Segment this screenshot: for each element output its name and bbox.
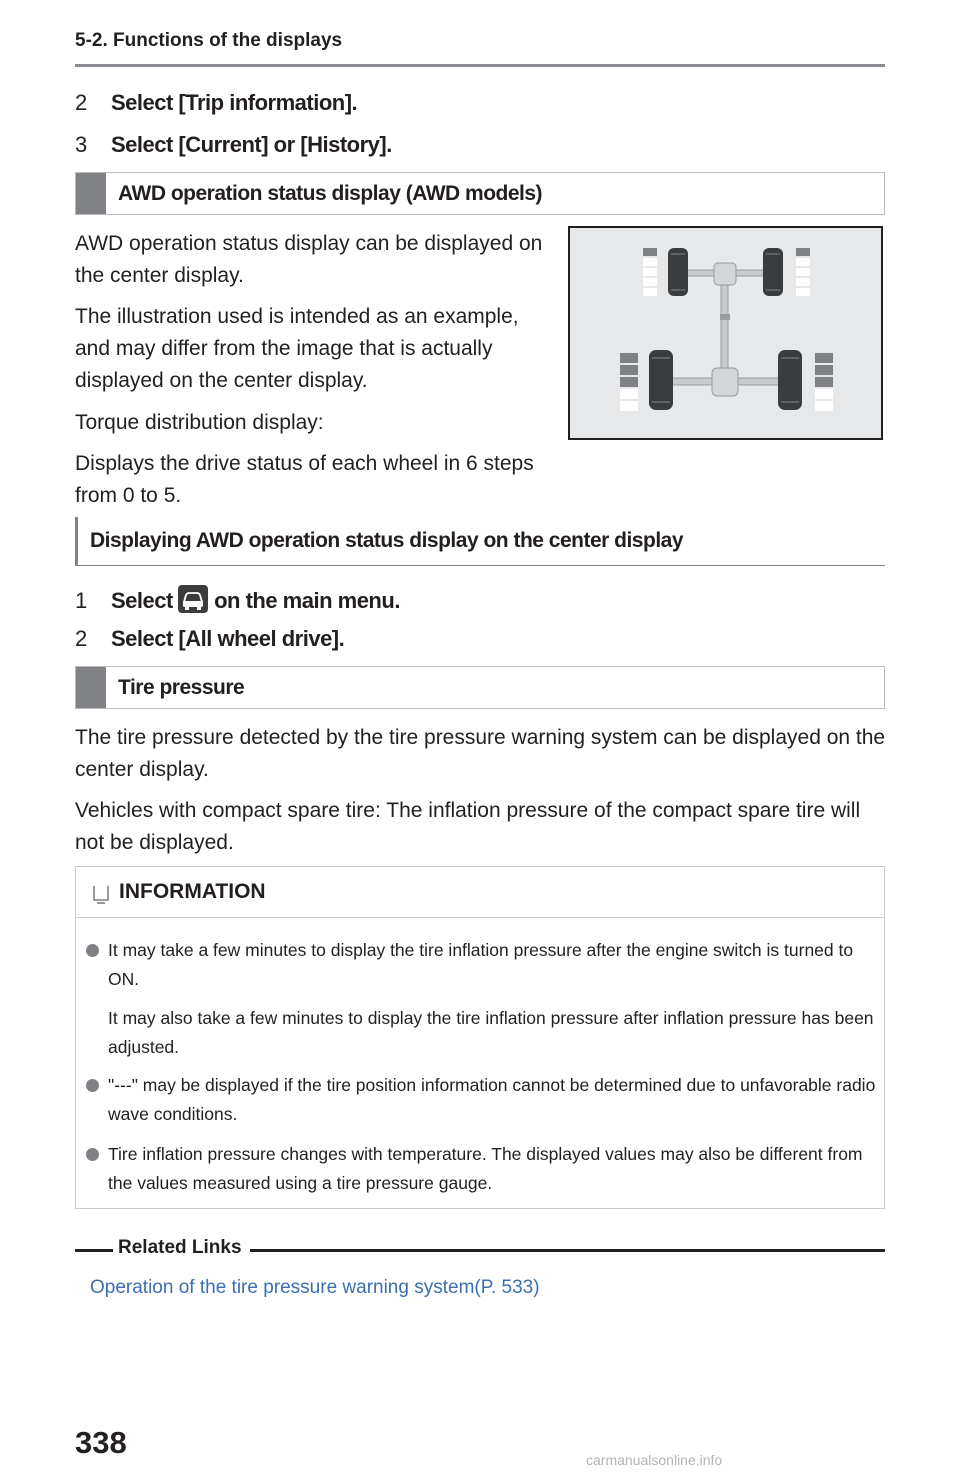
car-menu-icon [178,585,208,613]
info-item-text: "---" may be displayed if the tire position information cannot be determined due to unfavorable radio wave conditions. [108,1075,876,1124]
step-text: Select [Trip information]. [111,90,358,115]
bullet-icon [86,1148,99,1161]
step-number: 2 [75,626,87,651]
info-item-3 [86,1140,876,1198]
information-header [76,867,884,918]
awd-section-title: AWD operation status display (AWD models) [118,182,543,205]
tire-paragraph-2: Vehicles with compact spare tire: The inflation pressure of the compact spare tire will not be displayed. [75,799,861,854]
information-icon [92,885,110,905]
awd-paragraph-3: Torque distribution display: [75,411,324,434]
step-number: 3 [75,132,87,157]
step-all-wheel-drive [75,626,344,652]
info-item-1 [86,936,876,1062]
related-links-title: Related Links [118,1237,242,1258]
tire-section-title: Tire pressure [118,676,245,699]
section-tab [76,667,106,708]
display-subsection-title: Displaying AWD operation status display on the center display [90,529,684,552]
watermark: carmanualsonline.info [586,1452,723,1468]
info-item-subtext: It may also take a few minutes to display the tire inflation pressure after inflation pressure has been adjusted. [108,1008,874,1057]
step-text-before: Select [111,588,173,613]
related-rule-left [75,1249,113,1252]
awd-paragraph-4: Displays the drive status of each wheel in 6 steps from 0 to 5. [75,452,534,507]
info-item-2 [86,1071,876,1129]
step-select-car-menu [75,585,400,614]
info-item-text: Tire inflation pressure changes with temperature. The displayed values may also be different from the values measured using a tire pressure gauge. [108,1144,863,1193]
section-header: 5-2. Functions of the displays [75,30,343,51]
display-subsection-heading [75,517,885,566]
awd-torque-illustration [568,226,883,440]
step-number: 2 [75,90,87,115]
step-text: Select [All wheel drive]. [111,626,345,651]
awd-drivetrain-graphic [570,228,881,438]
step-text: Select [Current] or [History]. [111,132,392,157]
related-rule-right [250,1249,885,1252]
awd-paragraph-2: The illustration used is intended as an example, and may differ from the image that is actually displayed on the center display. [75,305,519,392]
information-title: INFORMATION [119,880,266,903]
step-trip-information [75,90,357,116]
awd-section-heading [75,172,885,215]
awd-paragraph-1: AWD operation status display can be displayed on the center display. [75,232,543,287]
bullet-icon [86,1079,99,1092]
header-rule [75,64,885,67]
step-text-after: on the main menu. [214,588,400,613]
tire-section-heading [75,666,885,709]
tire-paragraph-1: The tire pressure detected by the tire pressure warning system can be displayed on the center display. [75,726,886,781]
information-box [75,866,885,1209]
related-link-tire-pressure[interactable]: Operation of the tire pressure warning system(P. 533) [90,1277,540,1298]
step-number: 1 [75,588,87,613]
section-tab [76,173,106,214]
bullet-icon [86,944,99,957]
step-current-history [75,132,392,158]
page-number: 338 [75,1425,127,1460]
info-item-text: It may take a few minutes to display the tire inflation pressure after the engine switch is turned to ON. [108,940,854,989]
